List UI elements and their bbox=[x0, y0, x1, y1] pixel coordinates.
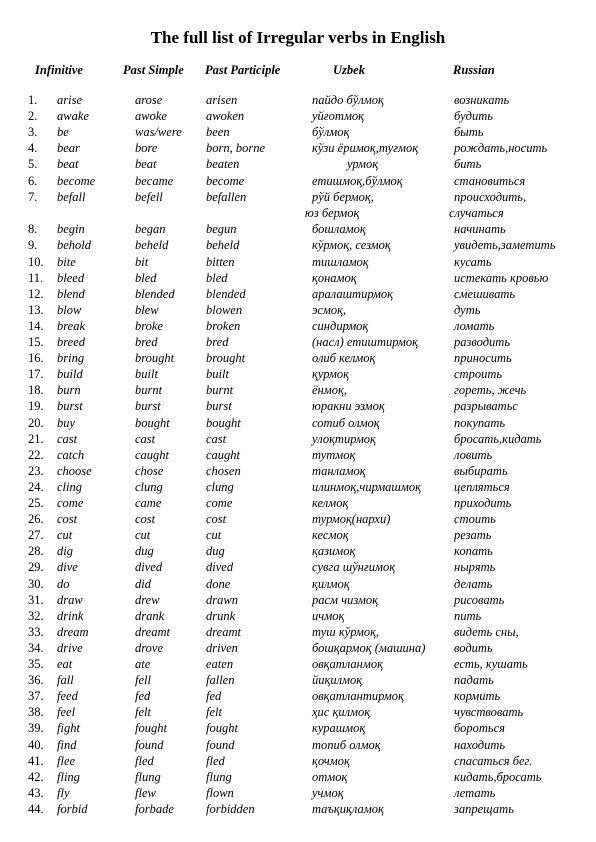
row-27-uz: кесмоқ bbox=[312, 528, 349, 543]
row-12-inf: blend bbox=[57, 286, 85, 301]
row-7-inf: befall bbox=[57, 189, 86, 204]
row-35-inf: eat bbox=[57, 657, 73, 671]
row-40-num: 40. bbox=[28, 737, 44, 752]
row-2-pp: awoken bbox=[206, 109, 245, 124]
row-22-ps: caught bbox=[135, 447, 170, 462]
row-1-ru: возникать bbox=[454, 93, 510, 107]
row-39-pp: fought bbox=[206, 721, 238, 736]
row-12-uz: аралаштирмоқ bbox=[312, 286, 394, 301]
row-36-pp: fallen bbox=[206, 673, 235, 688]
row-5-pp: beaten bbox=[206, 157, 240, 172]
row-7-uz2: юз бермоқ bbox=[305, 205, 360, 220]
row-38-uz: ҳис қилмоқ bbox=[312, 705, 371, 720]
row-38-pp: felt bbox=[206, 705, 222, 720]
row-16-uz: олиб келмоқ bbox=[312, 351, 376, 366]
row-20-uz: сотиб олмоқ bbox=[312, 415, 380, 430]
row-14-ru: ломать bbox=[454, 318, 495, 333]
row-22-pp: caught bbox=[206, 447, 241, 462]
row-2-num: 2. bbox=[28, 109, 38, 124]
row-8-num: 8. bbox=[28, 222, 38, 237]
row-32-ru: пить bbox=[454, 608, 482, 623]
row-18-uz: ёнмоқ, bbox=[312, 383, 347, 398]
header-infinitive: Infinitive bbox=[35, 63, 83, 77]
row-26-ru: стоить bbox=[454, 512, 496, 527]
row-11-ru: истекать кровью bbox=[454, 270, 549, 285]
row-3-ps: was/were bbox=[135, 125, 182, 140]
row-38-ru: чувствовать bbox=[454, 705, 524, 720]
row-43-ps: flew bbox=[135, 785, 156, 800]
row-6-pp: become bbox=[206, 173, 245, 188]
row-24-num: 24. bbox=[28, 479, 44, 494]
row-28-pp: dug bbox=[206, 544, 225, 559]
row-25-pp: come bbox=[206, 496, 233, 510]
row-44-ps: forbade bbox=[135, 801, 174, 816]
header-past-simple: Past Simple bbox=[123, 63, 184, 77]
row-21-uz: улоқтирмоқ bbox=[312, 431, 376, 446]
row-28-num: 28. bbox=[28, 544, 44, 559]
row-31-inf: draw bbox=[57, 592, 83, 607]
row-9-num: 9. bbox=[28, 238, 38, 253]
row-29-uz: сувга шўнғимоқ bbox=[312, 560, 396, 575]
row-32-uz: ичмоқ bbox=[312, 608, 345, 623]
row-43-inf: fly bbox=[57, 785, 70, 800]
row-37-ps: fed bbox=[135, 689, 151, 704]
row-32-inf: drink bbox=[57, 608, 84, 623]
row-1-inf: arise bbox=[57, 93, 82, 107]
row-17-inf: build bbox=[57, 367, 83, 382]
row-13-uz: эсмоқ, bbox=[312, 302, 347, 317]
row-19-inf: burst bbox=[57, 399, 83, 414]
row-43-pp: flown bbox=[206, 785, 234, 800]
row-4-pp: born, borne bbox=[206, 141, 266, 156]
row-11-pp: bled bbox=[206, 270, 228, 285]
row-41-pp: fled bbox=[206, 753, 225, 768]
row-15-inf: breed bbox=[57, 335, 85, 349]
row-22-inf: catch bbox=[57, 447, 85, 462]
row-31-num: 31. bbox=[28, 592, 44, 607]
row-4-num: 4. bbox=[28, 141, 38, 156]
row-35-ru: есть, кушать bbox=[454, 657, 528, 671]
row-31-uz: расм чизмоқ bbox=[312, 592, 379, 607]
row-19-ps: burst bbox=[135, 399, 161, 414]
row-10-num: 10. bbox=[28, 254, 44, 269]
row-10-ps: bit bbox=[135, 254, 149, 269]
row-14-num: 14. bbox=[28, 318, 44, 333]
header-russian: Russian bbox=[453, 63, 495, 77]
row-11-ps: bled bbox=[135, 270, 157, 285]
row-29-ru: нырять bbox=[454, 560, 496, 575]
row-20-pp: bought bbox=[206, 415, 241, 430]
row-41-inf: flee bbox=[57, 753, 76, 768]
row-40-uz: топиб олмоқ bbox=[312, 737, 381, 752]
row-36-num: 36. bbox=[28, 673, 44, 688]
row-23-pp: chosen bbox=[206, 463, 241, 478]
row-16-pp: brought bbox=[206, 351, 246, 366]
row-37-num: 37. bbox=[28, 689, 44, 704]
row-26-ps: cost bbox=[135, 512, 156, 527]
row-27-num: 27. bbox=[28, 528, 44, 543]
row-22-num: 22. bbox=[28, 447, 44, 462]
row-37-uz: овқатлантирмоқ bbox=[312, 689, 404, 704]
row-9-pp: beheld bbox=[206, 238, 240, 253]
row-44-pp: forbidden bbox=[206, 801, 255, 816]
row-30-ps: did bbox=[135, 576, 151, 591]
row-26-uz: турмоқ(нархи) bbox=[312, 512, 391, 527]
row-25-uz: келмоқ bbox=[312, 496, 349, 510]
row-5-uz: урмоқ bbox=[347, 157, 379, 172]
row-5-num: 5. bbox=[28, 157, 38, 172]
row-7-num: 7. bbox=[28, 189, 38, 204]
row-8-uz: бошламоқ bbox=[312, 222, 366, 237]
row-26-num: 26. bbox=[28, 512, 44, 527]
row-4-ru: рождать,носить bbox=[454, 141, 548, 156]
row-43-ru: летать bbox=[454, 785, 496, 800]
row-43-uz: учмоқ bbox=[312, 785, 344, 800]
row-36-ru: падать bbox=[454, 673, 494, 688]
row-18-pp: burnt bbox=[206, 383, 234, 398]
row-41-num: 41. bbox=[28, 753, 44, 768]
row-29-num: 29. bbox=[28, 560, 44, 575]
row-10-uz: тишламоқ bbox=[312, 254, 369, 269]
row-13-pp: blowen bbox=[206, 302, 243, 317]
row-1-num: 1. bbox=[28, 93, 38, 107]
row-20-num: 20. bbox=[28, 415, 44, 430]
row-10-inf: bite bbox=[57, 254, 76, 269]
row-24-pp: clung bbox=[206, 479, 234, 494]
row-35-uz: овқатланмоқ bbox=[312, 657, 383, 671]
row-40-ru: находить bbox=[454, 737, 506, 752]
row-28-uz: қазимоқ bbox=[312, 544, 356, 559]
row-15-pp: bred bbox=[206, 335, 229, 349]
row-27-inf: cut bbox=[57, 528, 73, 543]
page-title: The full list of Irregular verbs in English bbox=[150, 28, 446, 47]
row-2-inf: awake bbox=[57, 109, 89, 124]
row-42-num: 42. bbox=[28, 769, 44, 784]
row-30-num: 30. bbox=[28, 576, 44, 591]
row-29-inf: dive bbox=[57, 560, 78, 575]
row-33-num: 33. bbox=[28, 624, 44, 639]
row-34-ru: водить bbox=[454, 640, 493, 655]
row-24-inf: cling bbox=[57, 479, 82, 494]
row-37-pp: fed bbox=[206, 689, 222, 704]
row-4-uz: кўзи ёримоқ,туғмоқ bbox=[312, 141, 419, 156]
row-2-ps: awoke bbox=[135, 109, 167, 124]
row-16-num: 16. bbox=[28, 351, 44, 366]
row-30-pp: done bbox=[206, 576, 231, 591]
row-3-uz: бўлмоқ bbox=[312, 125, 350, 140]
row-32-ps: drank bbox=[135, 608, 165, 623]
row-40-ps: found bbox=[135, 737, 164, 752]
row-6-inf: become bbox=[57, 173, 96, 188]
row-39-uz: курашмоқ bbox=[312, 721, 366, 736]
row-18-inf: burn bbox=[57, 383, 81, 398]
row-5-ps: beat bbox=[135, 157, 157, 172]
row-17-ps: built bbox=[135, 367, 158, 382]
row-25-inf: come bbox=[57, 496, 84, 510]
row-8-inf: begin bbox=[57, 222, 85, 237]
row-39-inf: fight bbox=[57, 721, 80, 736]
row-39-num: 39. bbox=[28, 721, 44, 736]
row-18-ru: гореть, жечь bbox=[454, 383, 527, 398]
row-11-num: 11. bbox=[28, 270, 44, 285]
row-30-inf: do bbox=[57, 576, 70, 591]
row-9-inf: behold bbox=[57, 238, 92, 253]
row-8-pp: begun bbox=[206, 222, 237, 237]
row-32-num: 32. bbox=[28, 608, 44, 623]
row-23-uz: танламоқ bbox=[312, 463, 366, 478]
row-30-uz: қилмоқ bbox=[312, 576, 350, 591]
row-14-pp: broken bbox=[206, 318, 241, 333]
row-21-pp: cast bbox=[206, 431, 227, 446]
row-27-ps: cut bbox=[135, 528, 151, 543]
row-17-num: 17. bbox=[28, 367, 44, 382]
row-19-num: 19. bbox=[28, 399, 44, 414]
row-3-num: 3. bbox=[28, 125, 38, 140]
row-3-ru: быть bbox=[454, 125, 484, 140]
row-35-pp: eaten bbox=[206, 657, 234, 671]
row-23-inf: choose bbox=[57, 463, 92, 478]
row-16-inf: bring bbox=[57, 351, 85, 366]
row-15-ps: bred bbox=[135, 335, 158, 349]
row-36-uz: йиқилмоқ bbox=[312, 673, 363, 688]
row-16-ru: приносить bbox=[454, 351, 512, 366]
row-21-ps: cast bbox=[135, 431, 156, 446]
row-28-ru: копать bbox=[454, 544, 493, 559]
row-34-num: 34. bbox=[28, 640, 44, 655]
row-17-pp: built bbox=[206, 367, 229, 382]
header-uzbek: Uzbek bbox=[333, 63, 365, 77]
row-34-uz: бошқармоқ (машина) bbox=[312, 640, 426, 655]
row-1-pp: arisen bbox=[206, 93, 238, 107]
row-33-uz: туш кўрмоқ, bbox=[312, 624, 380, 639]
row-11-uz: қонамоқ bbox=[312, 270, 357, 285]
row-39-ps: fought bbox=[135, 721, 167, 736]
row-36-ps: fell bbox=[135, 673, 151, 688]
row-21-ru: бросать,кидать bbox=[454, 431, 542, 446]
row-13-ps: blew bbox=[135, 302, 159, 317]
row-23-ps: chose bbox=[135, 463, 164, 478]
row-24-uz: илинмоқ,чирмашмоқ bbox=[312, 479, 421, 494]
row-23-ru: выбирать bbox=[454, 463, 508, 478]
row-2-ru: будить bbox=[454, 109, 493, 124]
row-4-ps: bore bbox=[135, 141, 158, 156]
row-30-ru: делать bbox=[454, 576, 493, 591]
row-20-ru: покупать bbox=[454, 415, 506, 430]
row-40-pp: found bbox=[206, 737, 235, 752]
row-33-pp: dreamt bbox=[206, 624, 241, 639]
row-44-ru: запрещать bbox=[454, 801, 514, 816]
row-9-uz: кўрмоқ, сезмоқ bbox=[312, 238, 391, 253]
row-25-num: 25. bbox=[28, 496, 44, 510]
row-31-ps: drew bbox=[135, 592, 160, 607]
row-41-ru: спасаться бег. bbox=[454, 753, 533, 768]
row-20-ps: bought bbox=[135, 415, 170, 430]
row-42-uz: отмоқ bbox=[312, 769, 348, 784]
row-7-ru2: случаться bbox=[449, 205, 504, 220]
row-41-ps: fled bbox=[135, 753, 154, 768]
row-42-ru: кидать,бросать bbox=[454, 769, 542, 784]
row-25-ps: came bbox=[135, 496, 162, 510]
row-10-ru: кусать bbox=[454, 254, 492, 269]
row-29-pp: dived bbox=[206, 560, 234, 575]
row-6-uz: етишмоқ,бўлмоқ bbox=[312, 173, 403, 188]
row-41-uz: қочмоқ bbox=[312, 753, 350, 768]
row-28-inf: dig bbox=[57, 544, 73, 559]
row-35-num: 35. bbox=[28, 657, 44, 671]
row-37-inf: feed bbox=[57, 689, 78, 704]
header-past-participle: Past Participle bbox=[205, 63, 281, 77]
row-34-inf: drive bbox=[57, 640, 83, 655]
row-3-inf: be bbox=[57, 125, 69, 140]
row-14-ps: broke bbox=[135, 318, 163, 333]
row-26-inf: cost bbox=[57, 512, 78, 527]
row-8-ru: начинать bbox=[454, 222, 506, 237]
row-4-inf: bear bbox=[57, 141, 80, 156]
row-39-ru: бороться bbox=[454, 721, 505, 736]
row-42-inf: fling bbox=[57, 769, 80, 784]
row-24-ru: цепляться bbox=[454, 479, 510, 494]
row-21-inf: cast bbox=[57, 431, 78, 446]
row-22-uz: тутмоқ bbox=[312, 447, 356, 462]
row-7-ru: происходить, bbox=[454, 189, 527, 204]
row-38-inf: feel bbox=[57, 705, 76, 720]
row-33-inf: dream bbox=[57, 624, 89, 639]
row-24-ps: clung bbox=[135, 479, 163, 494]
row-26-pp: cost bbox=[206, 512, 227, 527]
row-12-num: 12. bbox=[28, 286, 44, 301]
row-9-ps: beheld bbox=[135, 238, 169, 253]
row-17-ru: строить bbox=[454, 367, 503, 382]
row-5-inf: beat bbox=[57, 157, 79, 172]
row-38-num: 38. bbox=[28, 705, 44, 720]
row-18-num: 18. bbox=[28, 383, 44, 398]
row-7-uz: рўй бермоқ, bbox=[312, 189, 374, 204]
row-34-ps: drove bbox=[135, 640, 163, 655]
row-22-ru: ловить bbox=[454, 447, 493, 462]
row-38-ps: felt bbox=[135, 705, 151, 720]
row-1-ps: arose bbox=[135, 93, 163, 107]
row-6-ps: became bbox=[135, 173, 174, 188]
row-3-pp: been bbox=[206, 125, 230, 140]
row-44-uz: таъқиқламоқ bbox=[312, 801, 384, 816]
row-15-num: 15. bbox=[28, 335, 44, 349]
row-12-ps: blended bbox=[135, 286, 175, 301]
row-43-num: 43. bbox=[28, 785, 44, 800]
row-29-ps: dived bbox=[135, 560, 163, 575]
row-34-pp: driven bbox=[206, 640, 238, 655]
row-6-num: 6. bbox=[28, 173, 38, 188]
row-18-ps: burnt bbox=[135, 383, 163, 398]
row-31-pp: drawn bbox=[206, 592, 238, 607]
row-12-pp: blended bbox=[206, 286, 246, 301]
row-11-inf: bleed bbox=[57, 270, 85, 285]
row-25-ru: приходить bbox=[454, 496, 512, 510]
row-21-num: 21. bbox=[28, 431, 44, 446]
row-20-inf: buy bbox=[57, 415, 76, 430]
row-19-uz: юракни эзмоқ bbox=[312, 399, 385, 414]
row-14-inf: break bbox=[57, 318, 85, 333]
row-19-pp: burst bbox=[206, 399, 232, 414]
row-40-inf: find bbox=[57, 737, 77, 752]
row-12-ru: смешивать bbox=[454, 286, 516, 301]
row-42-pp: flung bbox=[206, 769, 232, 784]
row-5-ru: бить bbox=[454, 157, 482, 172]
row-13-inf: blow bbox=[57, 302, 82, 317]
row-1-uz: пайдо бўлмоқ bbox=[312, 93, 384, 107]
row-6-ru: становиться bbox=[454, 173, 526, 188]
row-10-pp: bitten bbox=[206, 254, 235, 269]
row-15-uz: (насл) етиштирмоқ bbox=[312, 335, 418, 349]
row-19-ru: разрыватьс bbox=[454, 399, 518, 414]
row-13-ru: дуть bbox=[454, 302, 481, 317]
row-2-uz: уйғотмоқ bbox=[312, 109, 365, 124]
row-15-ru: разводить bbox=[454, 335, 511, 349]
row-13-num: 13. bbox=[28, 302, 44, 317]
row-8-ps: began bbox=[135, 222, 166, 237]
row-42-ps: flung bbox=[135, 769, 161, 784]
row-28-ps: dug bbox=[135, 544, 154, 559]
row-14-uz: синдирмоқ bbox=[312, 318, 369, 333]
row-16-ps: brought bbox=[135, 351, 175, 366]
row-23-num: 23. bbox=[28, 463, 44, 478]
row-44-inf: forbid bbox=[57, 801, 88, 816]
row-17-uz: қурмоқ bbox=[312, 367, 349, 382]
row-32-pp: drunk bbox=[206, 608, 236, 623]
row-37-ru: кормить bbox=[454, 689, 501, 704]
row-7-ps: befell bbox=[135, 189, 163, 204]
row-44-num: 44. bbox=[28, 801, 44, 816]
row-27-ru: резать bbox=[454, 528, 492, 543]
row-33-ps: dreamt bbox=[135, 624, 170, 639]
row-31-ru: рисовать bbox=[454, 592, 505, 607]
row-35-ps: ate bbox=[135, 657, 151, 671]
row-33-ru: видеть сны, bbox=[454, 624, 519, 639]
row-36-inf: fall bbox=[57, 673, 74, 688]
row-9-ru: увидеть,заметить bbox=[454, 238, 556, 253]
row-27-pp: cut bbox=[206, 528, 222, 543]
row-7-pp: befallen bbox=[206, 189, 247, 204]
